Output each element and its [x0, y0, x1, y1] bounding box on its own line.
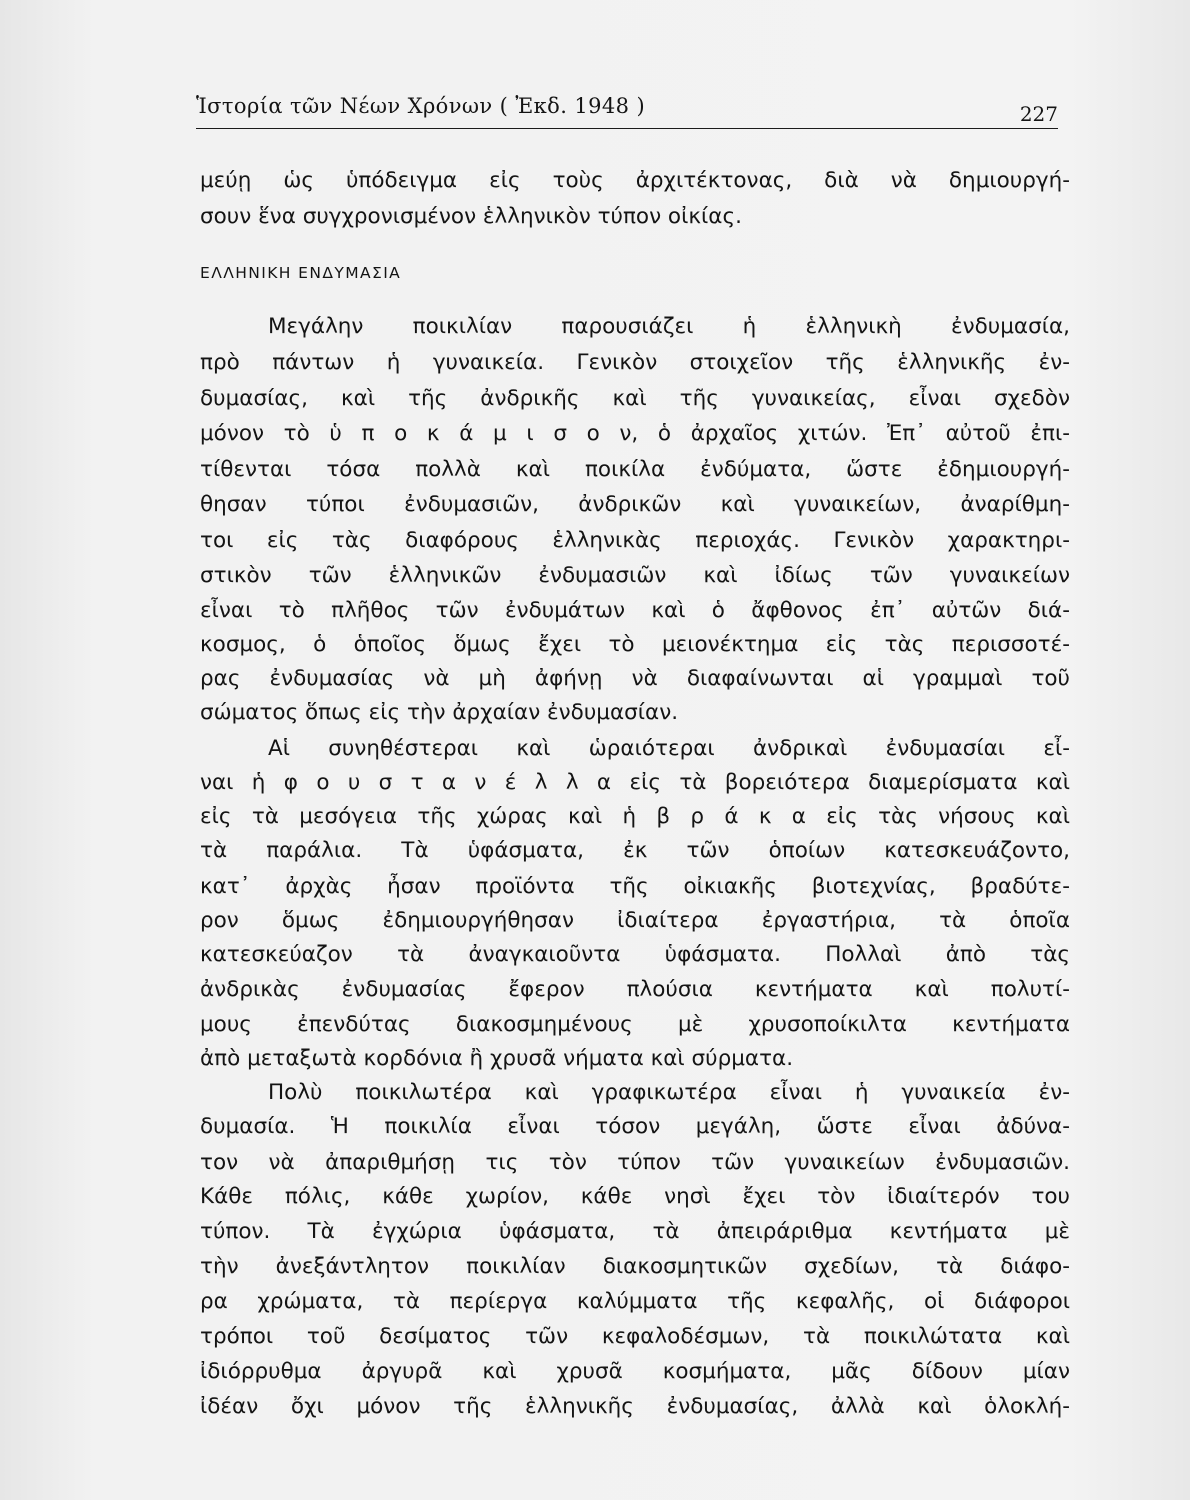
- text-line: τύπον. Τὰ ἐγχώρια ὑφάσματα, τὰ ἀπειράριθμα κεντήματα μὲ: [200, 1219, 1070, 1244]
- text-line: μεύῃ ὡς ὑπόδειγμα εἰς τοὺς ἀρχιτέκτονας, διὰ νὰ δημιουργή-: [200, 168, 1070, 193]
- text-line: ρον ὅμως ἐδημιουργήθησαν ἰδιαίτερα ἐργαστήρια, τὰ ὁποῖα: [200, 908, 1070, 933]
- section-heading: ΕΛΛΗΝΙΚΗ ΕΝΔΥΜΑΣΙΑ: [200, 264, 402, 282]
- text-line: σώματος ὅπως εἰς τὴν ἀρχαίαν ἐνδυμασίαν.: [200, 700, 679, 725]
- text-line: ναι ἡ φ ο υ σ τ α ν έ λ λ α εἰς τὰ βορειότερα διαμερίσματα καὶ: [200, 770, 1070, 795]
- text-line: εἰς τὰ μεσόγεια τῆς χώρας καὶ ἡ β ρ ά κ α εἰς τὰς νήσους καὶ: [200, 804, 1070, 829]
- text-line: κοσμος, ὁ ὁποῖος ὅμως ἔχει τὸ μειονέκτημα εἰς τὰς περισσοτέ-: [200, 632, 1070, 657]
- text-line: σουν ἕνα συγχρονισμένον ἑλληνικὸν τύπον οἰκίας.: [200, 204, 742, 229]
- text-line: τίθενται τόσα πολλὰ καὶ ποικίλα ἐνδύματα, ὥστε ἐδημιουργή-: [200, 457, 1070, 482]
- text-line: θησαν τύποι ἐνδυμασιῶν, ἀνδρικῶν καὶ γυναικείων, ἀναρίθμη-: [200, 492, 1070, 517]
- text-line: τρόποι τοῦ δεσίματος τῶν κεφαλοδέσμων, τὰ ποικιλώτατα καὶ: [200, 1324, 1070, 1349]
- text-line: εἶναι τὸ πλῆθος τῶν ἐνδυμάτων καὶ ὁ ἄφθονος ἐπ᾿ αὐτῶν διά-: [200, 598, 1070, 623]
- text-line: κατ᾿ ἀρχὰς ἦσαν προϊόντα τῆς οἰκιακῆς βιοτεχνίας, βραδύτε-: [200, 874, 1070, 899]
- text-line: κατεσκεύαζον τὰ ἀναγκαιοῦντα ὑφάσματα. Πολλαὶ ἀπὸ τὰς: [200, 942, 1070, 967]
- text-line: Κάθε πόλις, κάθε χωρίον, κάθε νησὶ ἔχει τὸν ἰδιαίτερόν του: [200, 1184, 1070, 1209]
- text-line: στικὸν τῶν ἑλληνικῶν ἐνδυμασιῶν καὶ ἰδίως τῶν γυναικείων: [200, 563, 1070, 588]
- text-line: ἀνδρικὰς ἐνδυμασίας ἔφερον πλούσια κεντήματα καὶ πολυτί-: [200, 977, 1070, 1002]
- text-line: ἰδιόρρυθμα ἀργυρᾶ καὶ χρυσᾶ κοσμήματα, μᾶς δίδουν μίαν: [200, 1359, 1070, 1384]
- running-title: Ἱστορία τῶν Νέων Χρόνων ( Ἐκδ. 1948 ): [196, 94, 646, 118]
- text-line: τὴν ἀνεξάντλητον ποικιλίαν διακοσμητικῶν σχεδίων, τὰ διάφο-: [200, 1254, 1070, 1279]
- text-line: μόνον τὸ ὑ π ο κ ά μ ι σ ο ν, ὁ ἀρχαῖος χιτών. Ἐπ᾿ αὐτοῦ ἐπι-: [200, 421, 1070, 446]
- page-number: 227: [1019, 102, 1058, 126]
- text-line: μους ἐπενδύτας διακοσμημένους μὲ χρυσοποίκιλτα κεντήματα: [200, 1012, 1070, 1037]
- text-line: ρα χρώματα, τὰ περίεργα καλύμματα τῆς κεφαλῆς, οἱ διάφοροι: [200, 1289, 1070, 1314]
- text-line: Πολὺ ποικιλωτέρα καὶ γραφικωτέρα εἶναι ἡ γυναικεία ἐν-: [268, 1080, 1070, 1105]
- text-line: δυμασία. Ἡ ποικιλία εἶναι τόσον μεγάλη, ὥστε εἶναι ἀδύνα-: [200, 1114, 1070, 1139]
- text-line: Μεγάλην ποικιλίαν παρουσιάζει ἡ ἑλληνικὴ ἐνδυμασία,: [268, 314, 1070, 339]
- text-line: τοι εἰς τὰς διαφόρους ἑλληνικὰς περιοχάς. Γενικὸν χαρακτηρι-: [200, 528, 1070, 553]
- text-line: ἀπὸ μεταξωτὰ κορδόνια ἢ χρυσᾶ νήματα καὶ σύρματα.: [200, 1046, 794, 1071]
- text-line: πρὸ πάντων ἡ γυναικεία. Γενικὸν στοιχεῖον τῆς ἑλληνικῆς ἐν-: [200, 350, 1070, 375]
- text-line: ἰδέαν ὄχι μόνον τῆς ἑλληνικῆς ἐνδυμασίας, ἀλλὰ καὶ ὁλοκλή-: [200, 1394, 1070, 1419]
- text-line: δυμασίας, καὶ τῆς ἀνδρικῆς καὶ τῆς γυναικείας, εἶναι σχεδὸν: [200, 386, 1070, 411]
- text-line: ρας ἐνδυμασίας νὰ μὴ ἀφήνῃ νὰ διαφαίνωνται αἱ γραμμαὶ τοῦ: [200, 666, 1070, 691]
- text-line: τον νὰ ἀπαριθμήσῃ τις τὸν τύπον τῶν γυναικείων ἐνδυμασιῶν.: [200, 1150, 1070, 1175]
- text-line: τὰ παράλια. Τὰ ὑφάσματα, ἐκ τῶν ὁποίων κατεσκευάζοντο,: [200, 838, 1070, 863]
- text-line: Αἱ συνηθέστεραι καὶ ὡραιότεραι ἀνδρικαὶ ἐνδυμασίαι εἶ-: [268, 736, 1070, 761]
